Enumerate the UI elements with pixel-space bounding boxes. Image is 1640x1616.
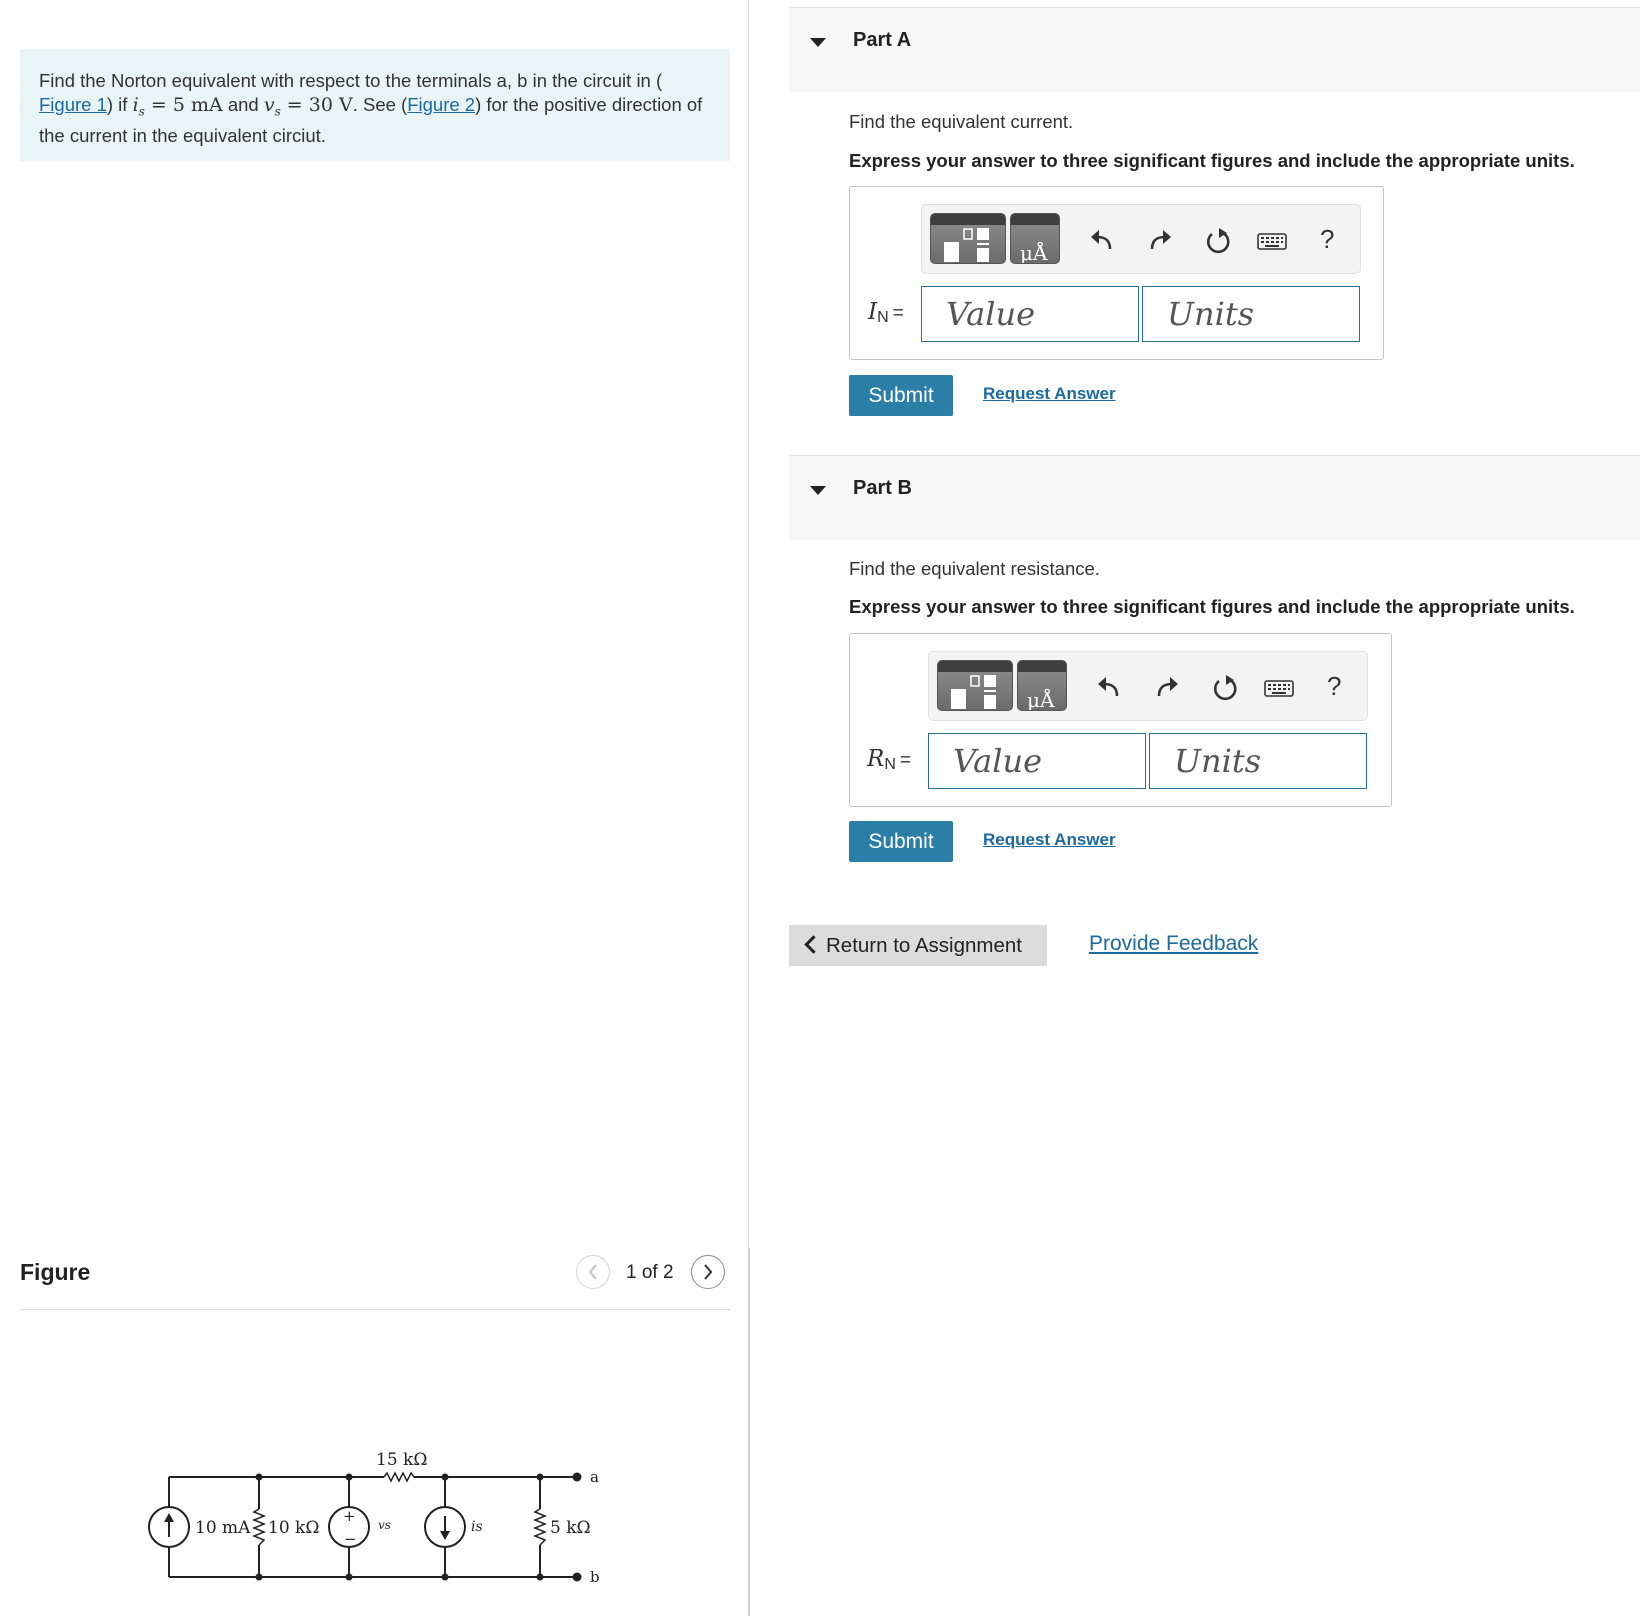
caret-down-icon [810, 486, 826, 495]
templates-button[interactable] [930, 213, 1006, 264]
part-a-submit-button[interactable]: Submit [849, 375, 953, 416]
is-value: = 5 mA [144, 94, 223, 116]
problem-text-1: Find the Norton equivalent with respect to the terminals a, b in the circuit in ( [39, 70, 663, 91]
caret-down-icon [810, 38, 826, 47]
figure-pager: 1 of 2 [626, 1262, 674, 1283]
column-divider-lower [748, 1248, 750, 1616]
is-subscript: s [138, 104, 145, 119]
reset-icon[interactable] [1211, 674, 1239, 702]
terminal-a-label: a [590, 1468, 599, 1486]
units-icon [1011, 214, 1060, 264]
chevron-left-icon [804, 935, 822, 953]
return-to-assignment-button[interactable] [789, 925, 1047, 966]
part-b-toolbar [928, 651, 1368, 721]
problem-text-2: ) if [106, 94, 128, 115]
part-a-prompt: Find the equivalent current. [849, 111, 1074, 132]
part-a-value-input[interactable] [921, 286, 1139, 342]
top-resistor-label: 15 kΩ [376, 1450, 428, 1470]
units-button[interactable] [1010, 213, 1060, 264]
part-b-prompt: Find the equivalent resistance. [849, 558, 1100, 579]
help-button[interactable]: ? [1320, 224, 1335, 254]
part-b-answer-box [849, 633, 1392, 807]
figure-title: Figure [20, 1259, 91, 1285]
part-a-header[interactable] [789, 7, 1640, 92]
source-current-label: 10 mA [195, 1518, 251, 1538]
units-icon [1018, 661, 1067, 711]
redo-icon[interactable] [1146, 227, 1174, 255]
var-symbol: R [867, 746, 885, 772]
templates-button[interactable] [937, 660, 1013, 711]
part-b-request-answer-link[interactable]: Request Answer [983, 830, 1116, 849]
part-a-variable-label [868, 299, 904, 327]
figure-1-link[interactable]: Figure 1 [39, 94, 107, 115]
figure-next-button[interactable] [691, 1255, 725, 1289]
part-a-request-answer-link[interactable]: Request Answer [983, 384, 1116, 403]
part-a-answer-box [849, 186, 1384, 360]
keyboard-icon[interactable] [1263, 674, 1295, 702]
part-a-units-input[interactable] [1142, 286, 1360, 342]
part-a-toolbar [921, 204, 1361, 274]
units-button[interactable] [1017, 660, 1067, 711]
undo-icon[interactable] [1095, 674, 1123, 702]
help-button[interactable]: ? [1327, 671, 1342, 701]
part-b-value-input[interactable] [928, 733, 1146, 789]
equals-sign: = [899, 750, 911, 771]
vs-symbol: v [263, 94, 275, 116]
units-button-label: μÅ [1020, 241, 1048, 264]
keyboard-icon[interactable] [1256, 227, 1288, 255]
circuit-diagram [140, 1440, 620, 1590]
problem-statement [20, 49, 730, 161]
vs-subscript: s [274, 104, 281, 119]
part-b-title: Part B [853, 477, 912, 499]
var-subscript: N [884, 756, 896, 773]
problem-text-4: ) for the positive direction of the current in the equivalent circiut. [39, 94, 703, 146]
part-b-instruction: Express your answer to three significant figures and include the appropriate units. [849, 596, 1575, 617]
redo-icon[interactable] [1153, 674, 1181, 702]
figure-2-link[interactable]: Figure 2 [407, 94, 476, 115]
fraction-template-icon [938, 661, 1013, 711]
undo-icon[interactable] [1088, 227, 1116, 255]
provide-feedback-link[interactable]: Provide Feedback [1089, 932, 1259, 955]
var-subscript: N [877, 309, 889, 326]
fraction-template-icon [931, 214, 1006, 264]
problem-column [0, 0, 748, 1616]
return-label: Return to Assignment [826, 933, 1022, 957]
vs-minus: − [344, 1530, 357, 1548]
part-b-submit-button[interactable]: Submit [849, 821, 953, 862]
vs-value: = 30 V [280, 94, 353, 116]
chevron-left-icon [586, 1263, 600, 1281]
r2-label: 5 kΩ [550, 1518, 591, 1538]
figure-prev-button[interactable] [576, 1255, 610, 1289]
units-button-label: μÅ [1027, 688, 1055, 711]
vs-plus: + [343, 1507, 356, 1525]
r1-label: 10 kΩ [268, 1518, 320, 1538]
equals-sign: = [892, 303, 904, 324]
part-a-title: Part A [853, 29, 912, 51]
figure-header [20, 1255, 730, 1310]
part-b-variable-label [867, 746, 911, 774]
part-b-units-input[interactable] [1149, 733, 1367, 789]
problem-text-3: . See ( [352, 94, 408, 115]
chevron-right-icon [701, 1263, 715, 1281]
and-text: and [222, 94, 264, 115]
reset-icon[interactable] [1204, 227, 1232, 255]
terminal-b-label: b [590, 1568, 600, 1586]
is-source-label: is [471, 1519, 483, 1535]
var-symbol: I [868, 299, 878, 325]
is-symbol: i [132, 94, 139, 116]
vs-source-label: vs [378, 1518, 391, 1532]
part-b-header[interactable] [789, 455, 1640, 540]
part-a-instruction: Express your answer to three significant figures and include the appropriate units. [849, 150, 1575, 171]
